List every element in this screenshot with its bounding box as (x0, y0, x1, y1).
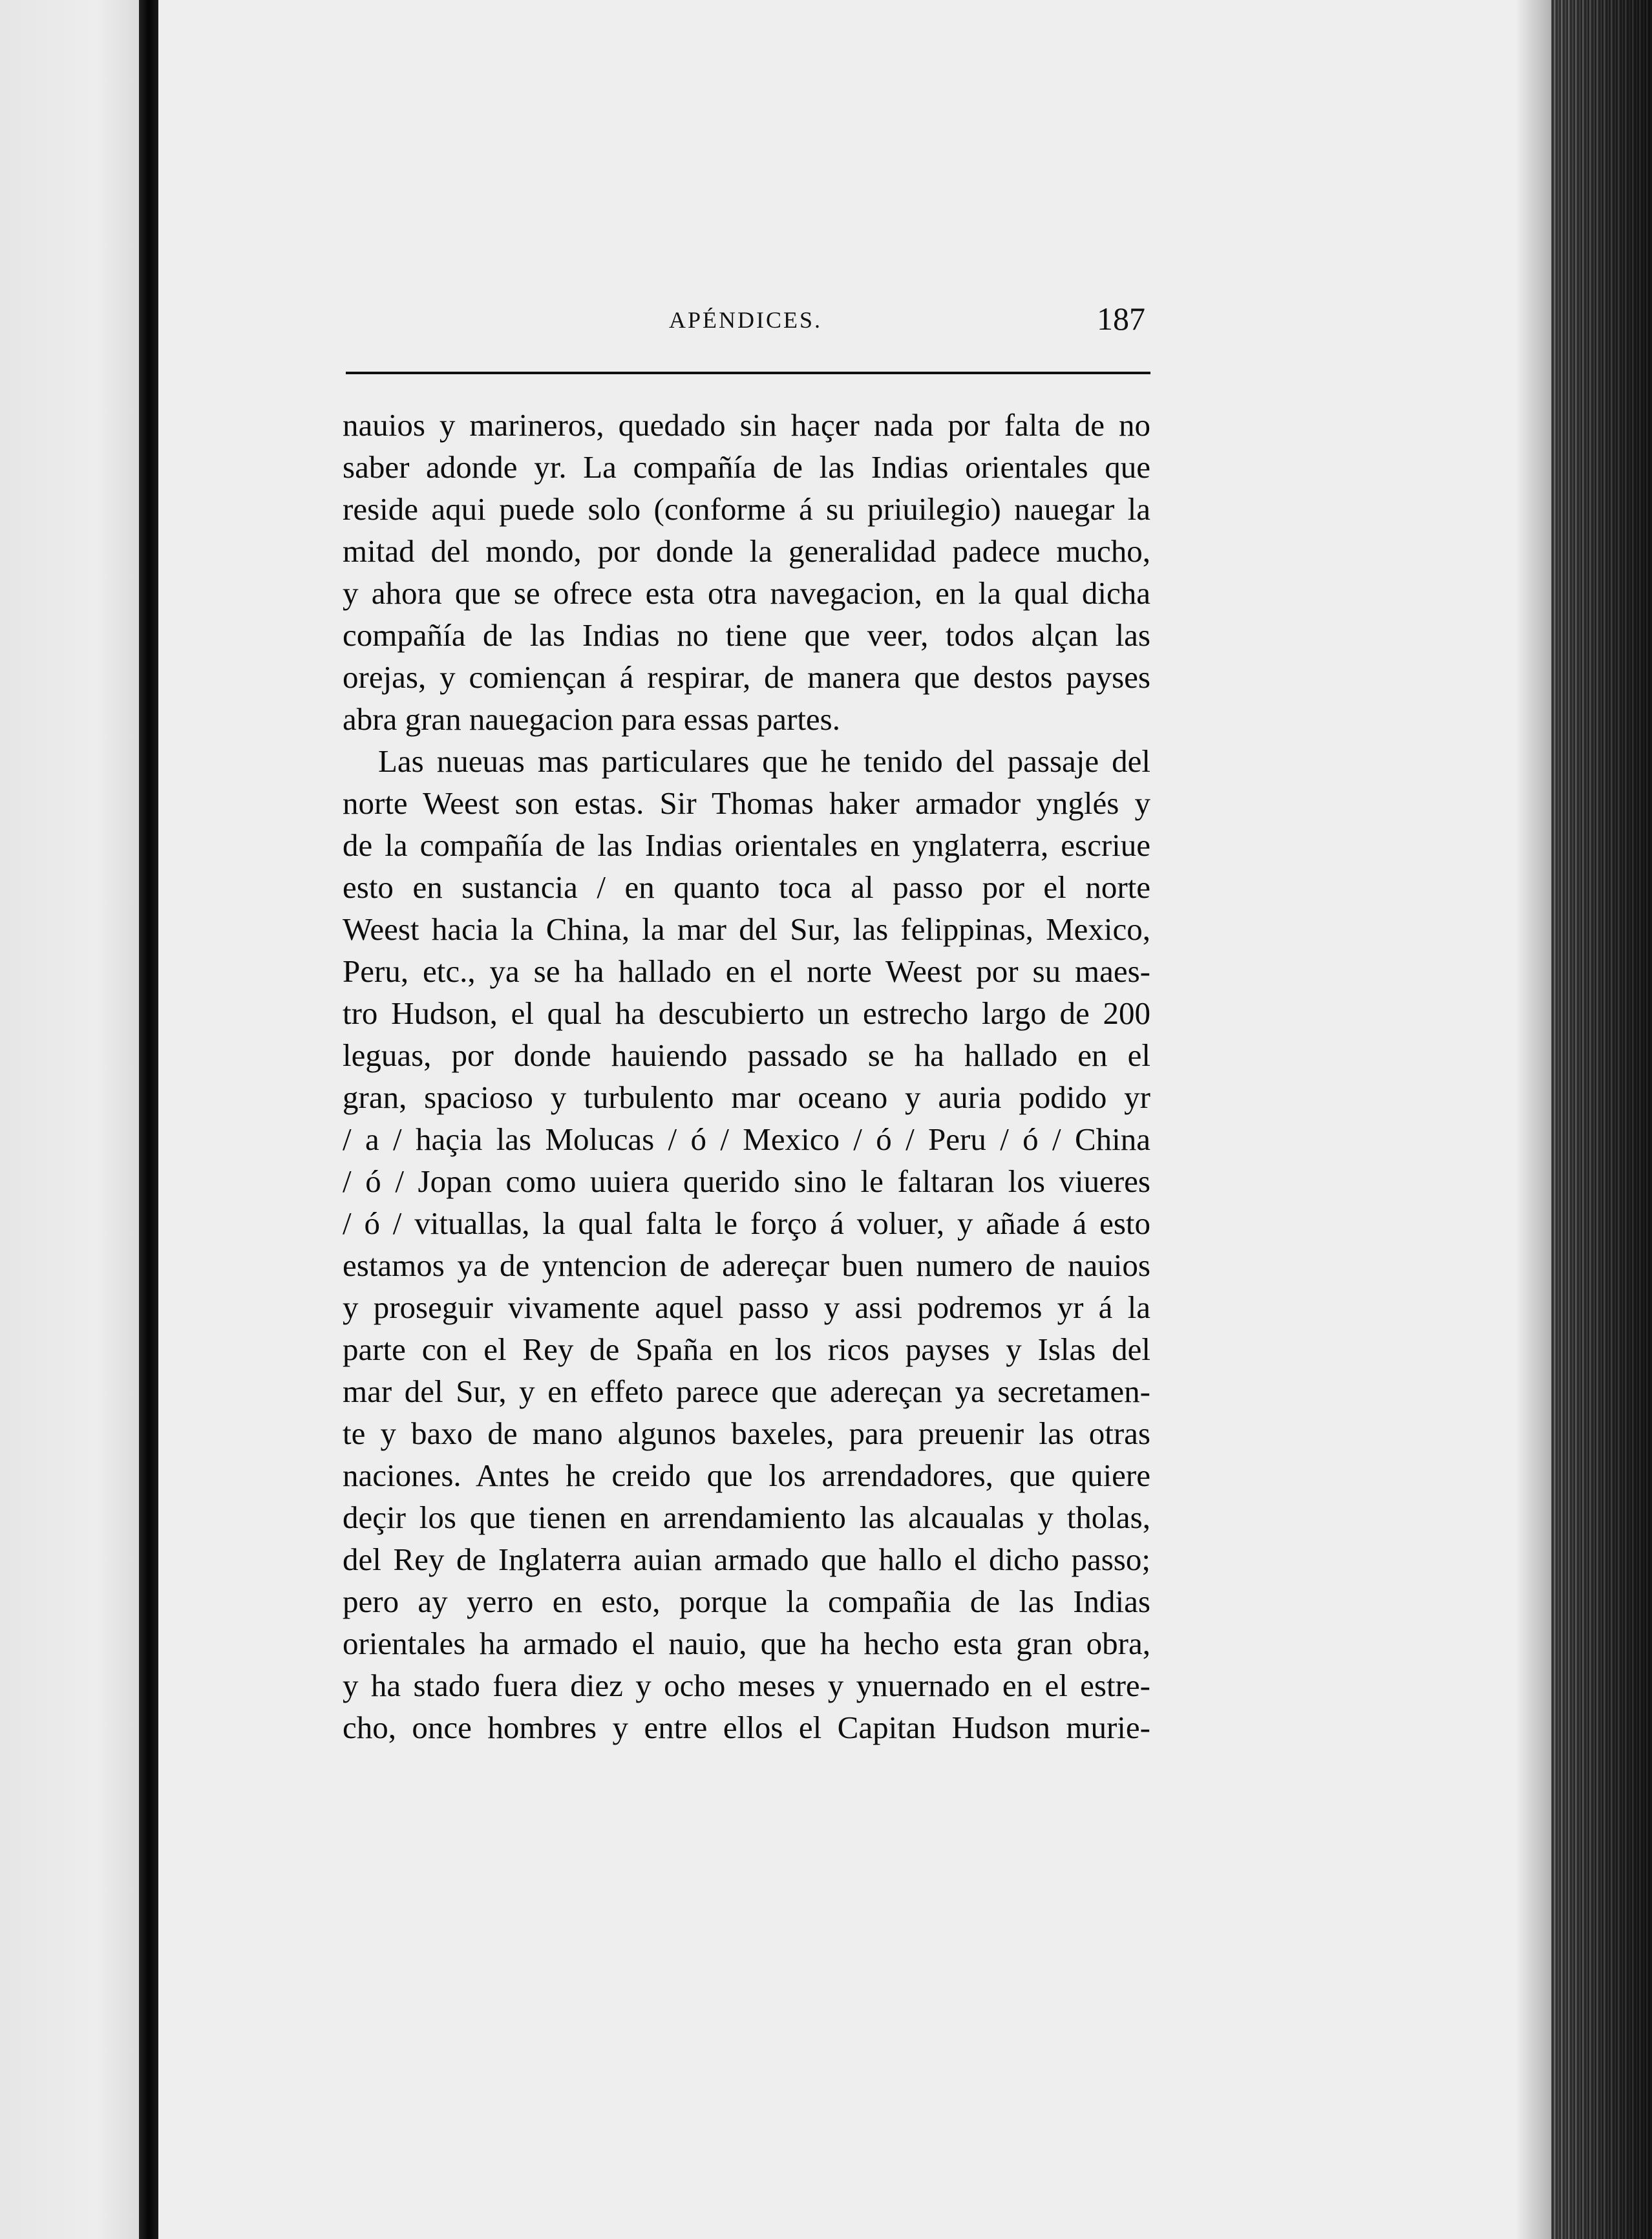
text-line: Peru, etc., ya se ha hallado en el norte Weest por su maes- (343, 953, 1150, 989)
text-line: norte Weest son estas. Sir Thomas haker armador ynglés y (343, 785, 1150, 821)
text-line: saber adonde yr. La compañía de las Indias orientales que (343, 449, 1150, 485)
text-line: y ahora que se ofrece esta otra navegacion, en la qual dicha (343, 575, 1150, 611)
text-line: y ha stado fuera diez y ocho meses y ynuernado en el estre- (343, 1668, 1150, 1703)
text-line: Weest hacia la China, la mar del Sur, las felippinas, Mexico, (343, 911, 1150, 947)
text-line: abra gran nauegacion para essas partes. (343, 701, 841, 737)
running-head-title: APÉNDICES. (669, 307, 823, 333)
page-number: 187 (1097, 301, 1145, 337)
text-line: leguas, por donde hauiendo passado se ha hallado en el (343, 1037, 1150, 1073)
text-line: y proseguir vivamente aquel passo y assi podremos yr á la (343, 1289, 1150, 1325)
text-line: te y baxo de mano algunos baxeles, para preuenir las otras (343, 1416, 1150, 1451)
text-line: / ó / vituallas, la qual falta le forço á voluer, y añade á esto (343, 1205, 1150, 1241)
text-line: del Rey de Inglaterra auian armado que hallo el dicho passo; (343, 1542, 1150, 1577)
text-line: orientales ha armado el nauio, que ha hecho esta gran obra, (343, 1626, 1150, 1661)
text-line: de la compañía de las Indias orientales en ynglaterra, escriue (343, 827, 1150, 863)
text-line: estamos ya de yntencion de adereçar buen numero de nauios (343, 1247, 1150, 1283)
paragraph-2 (343, 740, 1150, 1748)
text-line: Las nueuas mas particulares que he tenido del passaje del (378, 743, 1150, 779)
page-edge-shadow (1551, 0, 1652, 2239)
running-head (343, 297, 1150, 349)
text-line: orejas, y comiençan á respirar, de manera que destos payses (343, 659, 1150, 695)
left-page-edge (0, 0, 139, 2239)
text-line: esto en sustancia / en quanto toca al passo por el norte (343, 869, 1150, 905)
text-line: mar del Sur, y en effeto parece que adereçan ya secretamen- (343, 1374, 1150, 1409)
text-line: tro Hudson, el qual ha descubierto un estrecho largo de 200 (343, 995, 1150, 1031)
text-line: nauios y marineros, quedado sin haçer nada por falta de no (343, 407, 1150, 443)
header-rule (346, 372, 1150, 374)
book-gutter (139, 0, 158, 2239)
text-line: pero ay yerro en esto, porque la compañia de las Indias (343, 1584, 1150, 1619)
page-curl-shadow (1516, 0, 1551, 2239)
text-line: naciones. Antes he creido que los arrendadores, que quiere (343, 1458, 1150, 1493)
body-text (343, 404, 1150, 1748)
text-line: / ó / Jopan como uuiera querido sino le faltaran los viueres (343, 1163, 1150, 1199)
text-line: cho, once hombres y entre ellos el Capitan Hudson murie- (343, 1710, 1150, 1745)
text-line: reside aqui puede solo (conforme á su priuilegio) nauegar la (343, 491, 1150, 527)
paragraph-1 (343, 404, 1150, 740)
text-line: compañía de las Indias no tiene que veer, todos alçan las (343, 617, 1150, 653)
text-line: gran, spacioso y turbulento mar oceano y auria podido yr (343, 1079, 1150, 1115)
text-line: mitad del mondo, por donde la generalidad padece mucho, (343, 533, 1150, 569)
text-line: deçir los que tienen en arrendamiento las alcaualas y tholas, (343, 1500, 1150, 1535)
text-line: / a / haçia las Molucas / ó / Mexico / ó / Peru / ó / China (343, 1121, 1150, 1157)
text-line: parte con el Rey de Spaña en los ricos payses y Islas del (343, 1332, 1150, 1367)
